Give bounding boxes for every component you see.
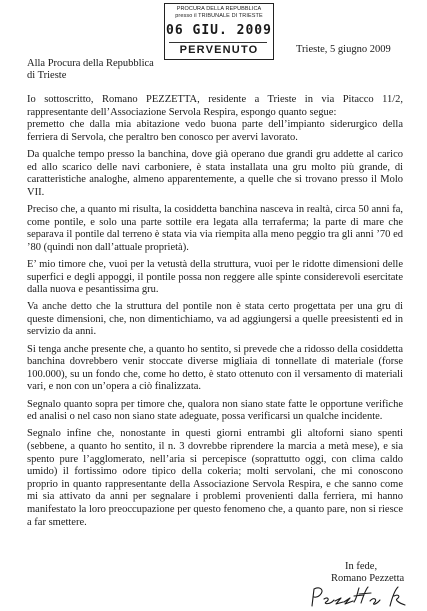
paragraph-structure: Va anche detto che la struttura del pontile non è stata certo progettata per una gru di queste dimensioni, che, non dimentichiamo, va ad aggiungersi a quelle preesistenti ed in servizio da anni.: [27, 301, 403, 338]
stamp-date: 06 GIU. 2009: [166, 23, 272, 38]
stamp-office-line-1: PROCURA DELLA REPUBBLICA: [176, 6, 262, 12]
closing-block: [331, 561, 404, 585]
stamp-received-label: PERVENUTO: [179, 44, 259, 56]
paragraph-odour: Segnalo infine che, nonostante in questi giorni entrambi gli altoforni siano spenti (sebbene, a quanto ho sentito, il n. 3 dovrebbe riprendere la marcia a metà mese), e sia spento pure l’agglomerato, nell’aria si percepisce (soprattutto oggi, con clima caldo umido) il fortissimo odore tipico della cokeria; molti servolani, che mi conoscono proprio in quanto rappresentante della Associazione Servola Respira, e che sanno come mi sia attivato da anni per segnalare i problemi provenienti dalla ferriera, mi hanno manifestato la loro preoccupazione per questo fenomeno che, a quanto pare, non si riesce a far smettere.: [27, 428, 403, 528]
handwritten-signature: [308, 584, 408, 609]
paragraph-new-crane: Da qualche tempo presso la banchina, dove già operano due grandi gru addette al carico ed allo scarico delle navi carboniere, è stata installata una gru molto più grande, di caratteristiche analoghe, almeno apparentemente, a quelle che si trovano presso il Molo VII.: [27, 148, 403, 198]
place-and-date: Trieste, 5 giugno 2009: [296, 44, 391, 55]
stamp-divider: [169, 42, 267, 43]
signer-name: Romano Pezzetta: [331, 573, 405, 584]
addressee-line-2: di Trieste: [27, 70, 67, 81]
letter-body: [27, 94, 403, 534]
addressee-block: [27, 58, 154, 82]
paragraph-reason: Segnalo quanto sopra per timore che, qualora non siano state fatte le opportune verifiche ed analisi o nel caso non siano state adeguate, possa verificarsi un qualche incidente.: [27, 398, 403, 423]
paragraph-pier-history: Preciso che, a quanto mi risulta, la cosiddetta banchina nasceva in realtà, circa 50 anni fa, come pontile, e solo una parte sottile era legata alla terraferma; la parte di mare che separava il pontile dal terreno è stata via via riempita alla meno peggio tra gli anni ’70 ed ’80 (quindi non dall’attuale proprietà).: [27, 203, 403, 253]
received-stamp: [164, 3, 274, 60]
paragraph-storage: Si tenga anche presente che, a quanto ho sentito, si prevede che a ridosso della cosiddetta banchina dovrebbero venir stoccate diverse migliaia di tonnellate di materiale (forse 100.000), su un fondo che, come ho detto, è stato ottenuto con il versamento di materiali vari, e non con un’opera a ciò finalizzata.: [27, 343, 403, 393]
addressee-line-1: Alla Procura della Repubblica: [27, 58, 154, 69]
intro-paragraph: Io sottoscritto, Romano PEZZETTA, residente a Trieste in via Pitacco 11/2, rappresentante dell’Associazione Servola Respira, espongo quanto segue:: [27, 94, 403, 118]
paragraph-fear: E’ mio timore che, vuoi per la vetustà della struttura, vuoi per le ridotte dimensioni delle superfici e degli appoggi, il pontile possa non reggere alle spinte considerevoli esercitate dalla nuova e pesantissima gru.: [27, 258, 403, 296]
paragraph-premise: premetto che dalla mia abitazione vedo buona parte dell’impianto siderurgico della ferriera di Servola, che peraltro ben conosco per avervi lavorato.: [27, 119, 403, 143]
stamp-office-line-2: presso il TRIBUNALE DI TRIESTE: [175, 13, 263, 19]
closing-salutation: In fede,: [345, 561, 378, 572]
